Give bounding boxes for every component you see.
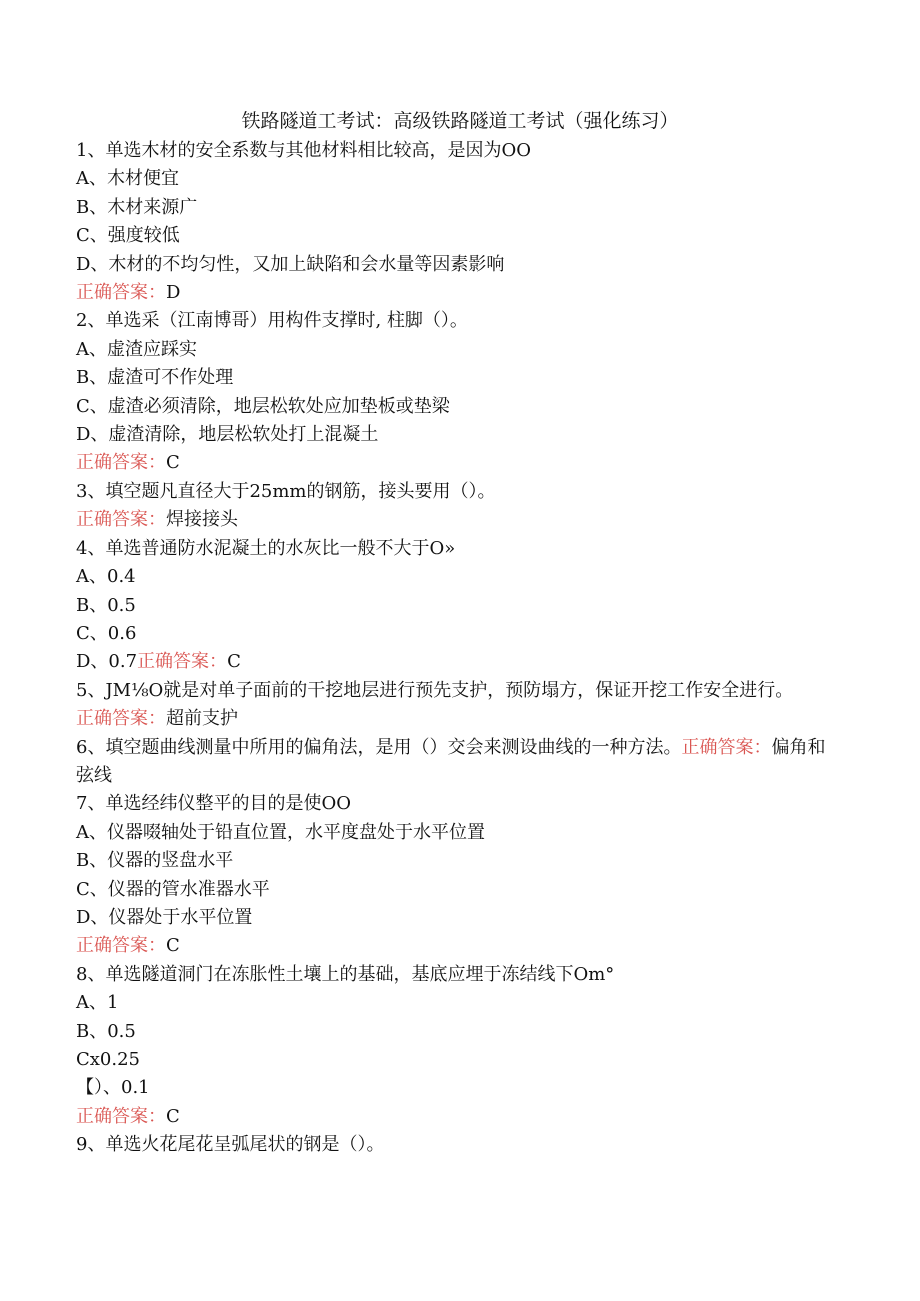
document-title: 铁路隧道工考试：高级铁路隧道工考试（强化练习）	[241, 110, 679, 132]
answer-value: 偏角和弦线	[76, 736, 826, 786]
question-stem: 8、单选隧道洞门在冻胀性土壤上的基础，基底应埋于冻结线下Om°	[76, 963, 615, 985]
answer-value: C	[166, 1105, 180, 1127]
answer-label: 正确答案：	[76, 509, 166, 531]
answer-label: 正确答案：	[137, 651, 228, 673]
answer-line	[76, 705, 836, 733]
question-option: B、仪器的竖盘水平	[76, 850, 234, 872]
answer-line	[76, 1103, 836, 1131]
answer-value: C	[166, 452, 180, 474]
answer-value: D	[166, 282, 181, 304]
question-stem: 6、填空题曲线测量中所用的偏角法，是用（）交会来测设曲线的一种方法。	[76, 736, 682, 758]
answer-line	[76, 648, 836, 676]
answer-label: 正确答案：	[76, 452, 166, 474]
question-option: Cx0.25	[76, 1049, 141, 1070]
question-stem: 3、填空题凡直径大于25mm的钢筋，接头要用（）。	[76, 480, 496, 502]
question-option: A、虚渣应踩实	[76, 338, 197, 360]
question-stem: 1、单选木材的安全系数与其他材料相比较高，是因为OO	[76, 140, 531, 161]
answer-label: 正确答案：	[76, 708, 166, 730]
answer-value: 超前支护	[166, 708, 238, 730]
answer-value: 焊接接头	[166, 509, 238, 531]
question-stem: 9、单选火花尾花呈弧尾状的钢是（）。	[76, 1134, 385, 1156]
question-option: A、仪器啜轴处于铅直位置，水平度盘处于水平位置	[76, 821, 485, 843]
answer-label: 正确答案：	[76, 935, 166, 957]
question-stem: 5、JM⅛O就是对单子面前的干挖地层进行预先支护，预防塌方，保证开挖工作安全进行。	[76, 679, 794, 701]
document-body	[76, 137, 836, 1160]
answer-label: 正确答案：	[681, 736, 772, 758]
question-stem: 7、单选经纬仪整平的目的是使OO	[76, 793, 351, 815]
question-option: A、0.4	[76, 566, 136, 588]
question-option: D、仪器处于水平位置	[76, 906, 253, 928]
question-option: C、0.6	[76, 622, 137, 644]
question-option: B、0.5	[76, 594, 136, 616]
answer-line	[76, 279, 836, 307]
question-option: 【）、0.1	[76, 1077, 150, 1099]
answer-line	[76, 449, 836, 477]
answer-line	[76, 506, 836, 534]
question-block	[76, 734, 836, 791]
question-stem: 2、单选采（江南博哥）用构件支撑时, 柱脚（）。	[76, 310, 468, 332]
question-option: B、木材来源广	[76, 196, 198, 218]
question-option: C、强度较低	[76, 225, 180, 247]
answer-line	[76, 932, 836, 960]
question-option: B、0.5	[76, 1020, 136, 1042]
question-option: C、仪器的管水准器水平	[76, 878, 270, 900]
question-option: D、虚渣清除，地层松软处打上混凝土	[76, 424, 379, 446]
answer-value: C	[227, 651, 241, 673]
question-option: D、0.7	[76, 651, 138, 673]
question-option: B、虚渣可不作处理	[76, 367, 234, 389]
question-option: D、木材的不均匀性，又加上缺陷和会水量等因素影响	[76, 253, 505, 275]
answer-label: 正确答案：	[76, 282, 166, 304]
question-stem: 4、单选普通防水泥凝土的水灰比一般不大于O»	[76, 537, 456, 559]
answer-label: 正确答案：	[76, 1105, 166, 1127]
question-option: A、1	[76, 992, 119, 1014]
question-option: A、木材便宜	[76, 168, 179, 190]
answer-value: C	[166, 935, 180, 957]
question-option: C、虚渣必须清除，地层松软处应加垫板或垫梁	[76, 395, 450, 417]
